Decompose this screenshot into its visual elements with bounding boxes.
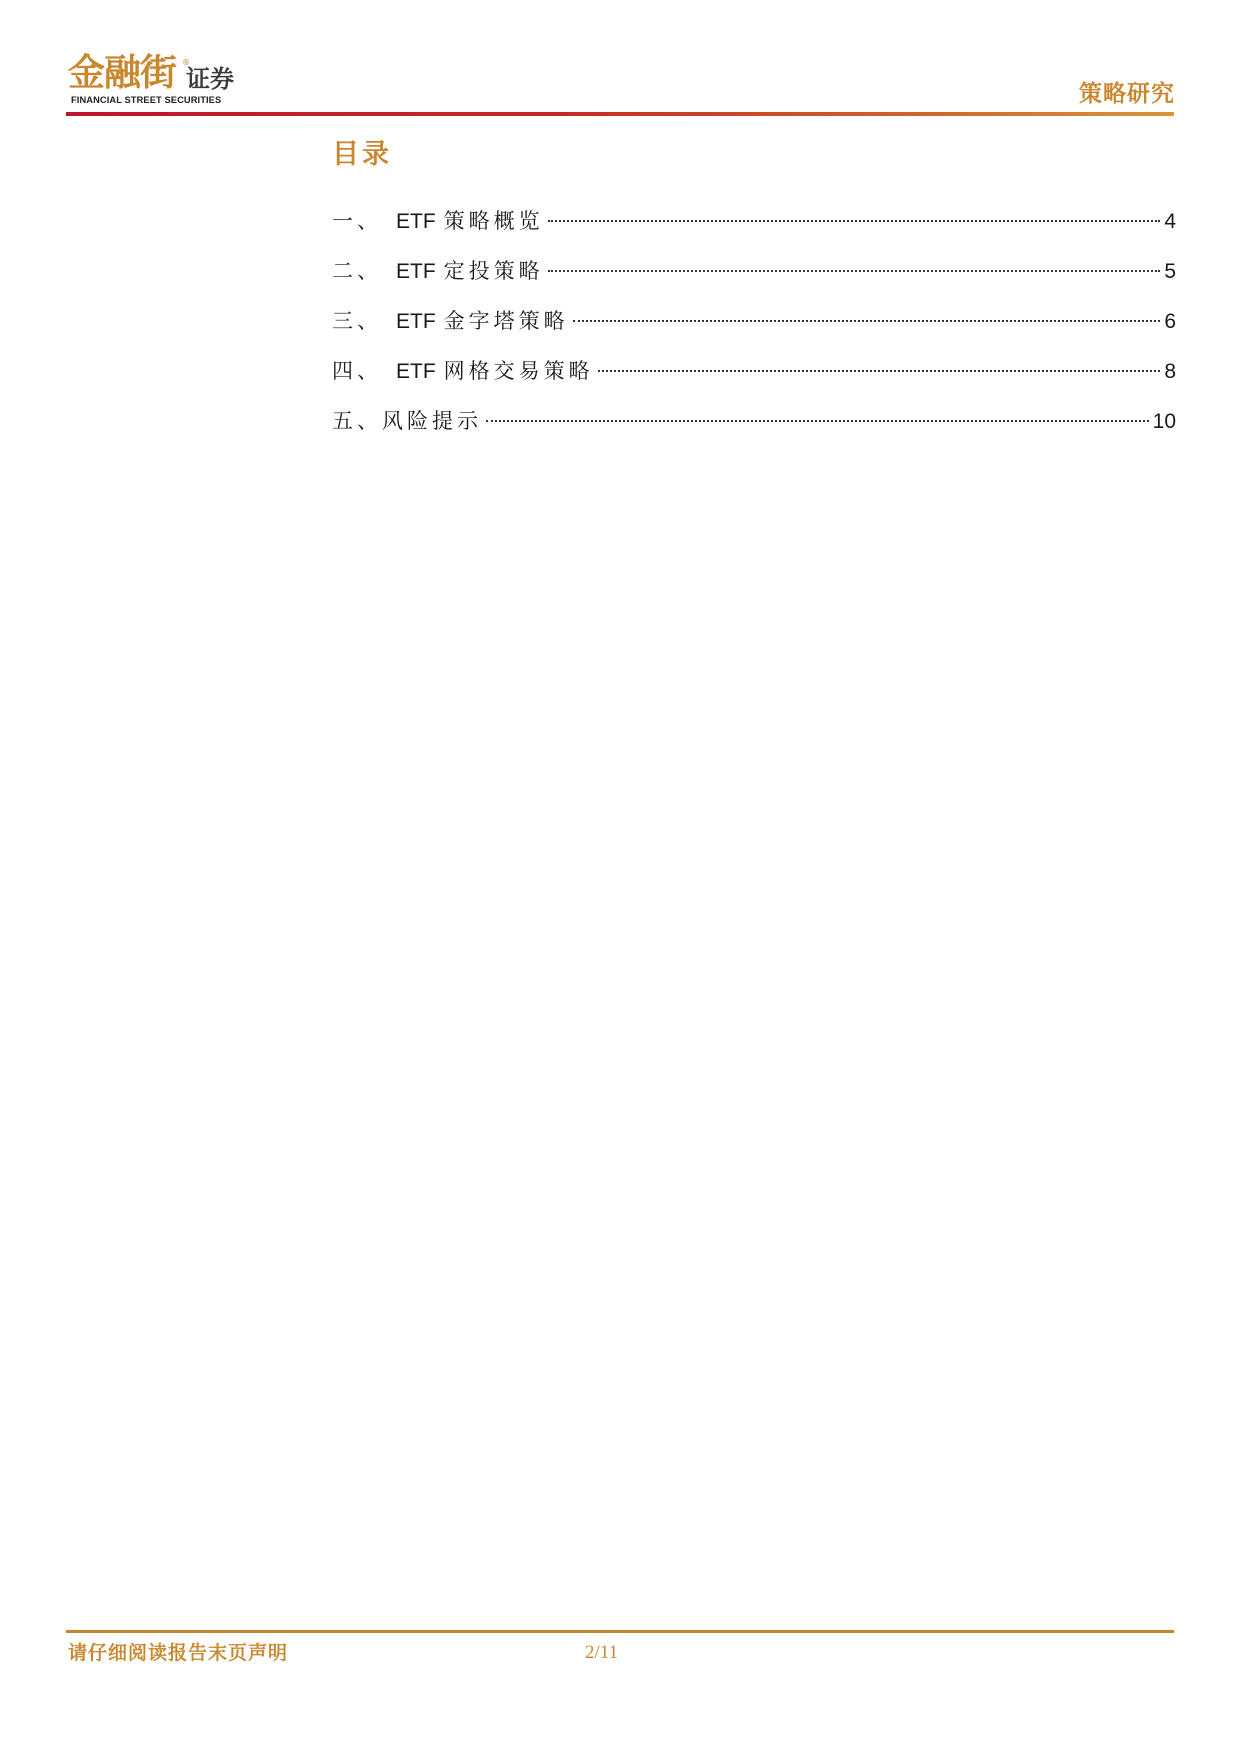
toc-dot-leader — [573, 319, 1161, 322]
toc-entry-prefix: ETF — [396, 310, 436, 333]
toc-entry-title: 风险提示 — [382, 409, 482, 433]
toc-entry-2[interactable] — [332, 256, 1176, 306]
toc-dot-leader — [598, 369, 1161, 372]
toc-entry-page: 4 — [1164, 210, 1176, 233]
toc-dot-leader — [548, 219, 1161, 222]
report-section-label: 策略研究 — [1079, 80, 1175, 107]
toc-title: 目录 — [332, 139, 392, 170]
toc-dot-leader — [548, 269, 1161, 272]
table-of-contents — [332, 206, 1176, 456]
logo-securities-label: 证券 — [186, 65, 234, 93]
toc-entry-number: 三、 — [332, 309, 382, 333]
toc-entry-3[interactable] — [332, 306, 1176, 356]
company-logo — [68, 52, 248, 110]
toc-entry-number: 五、 — [332, 409, 382, 433]
header-divider — [66, 112, 1174, 116]
toc-dot-leader — [486, 419, 1149, 422]
toc-entry-4[interactable] — [332, 356, 1176, 406]
registered-mark: ® — [182, 58, 190, 67]
logo-english-name: FINANCIAL STREET SECURITIES — [71, 95, 222, 105]
toc-entry-title: 网格交易策略 — [443, 359, 594, 383]
toc-entry-page: 10 — [1152, 410, 1176, 433]
toc-entry-page: 6 — [1164, 310, 1176, 333]
toc-entry-title: 定投策略 — [443, 259, 544, 283]
toc-entry-title: 策略概览 — [443, 209, 544, 233]
toc-entry-prefix: ETF — [396, 360, 436, 383]
toc-entry-title: 金字塔策略 — [443, 309, 569, 333]
page-indicator: 2/11 — [585, 1642, 619, 1663]
toc-entry-prefix: ETF — [396, 260, 436, 283]
toc-entry-page: 5 — [1164, 260, 1176, 283]
footer-disclaimer: 请仔细阅读报告末页声明 — [68, 1642, 289, 1664]
logo-chinese-name: 金融街 — [68, 50, 176, 94]
toc-entry-1[interactable] — [332, 206, 1176, 256]
toc-entry-5[interactable] — [332, 406, 1176, 456]
toc-entry-number: 一、 — [332, 209, 382, 233]
toc-entry-number: 四、 — [332, 359, 382, 383]
footer-divider — [66, 1630, 1174, 1633]
toc-entry-prefix: ETF — [396, 210, 436, 233]
toc-entry-number: 二、 — [332, 259, 382, 283]
toc-entry-page: 8 — [1164, 360, 1176, 383]
